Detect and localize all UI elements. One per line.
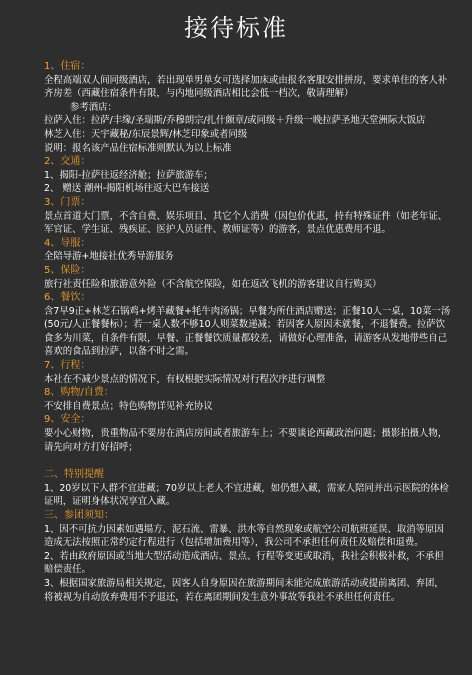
section-heading: 5、保险：	[44, 264, 91, 276]
section-line: 3、根据国家旅游局相关规定，因客人自身原因在旅游期间未能完成旅游活动或提前离团、弃团，将被视为自动放弃费用不予退还，若在离团期间发生意外事故等我社不承担任何责任。	[44, 577, 444, 603]
section-heading: 4、导服：	[44, 237, 91, 249]
section-heading: 二、特别提醒	[44, 469, 104, 481]
section-heading: 2、交通：	[44, 156, 91, 168]
section-line: 1、揭阳-拉萨往返经济舱；拉萨旅游车；	[44, 169, 213, 181]
section-line: 说明：报名该产品住宿标准则默认为以上标准	[44, 142, 232, 154]
section-heading: 9、安全：	[44, 414, 91, 426]
section-heading: 8、购物/自费：	[44, 387, 114, 399]
section-line: 2、若由政府原因或当地大型活动造成酒店、景点、行程等变更或取消，我社会积极补救，不承担赔偿责任。	[44, 550, 444, 576]
section-heading: 6、餐饮：	[44, 292, 91, 304]
section-spacer	[44, 454, 452, 468]
section-heading: 7、行程：	[44, 360, 91, 372]
section-block	[44, 237, 452, 264]
section-line: 拉萨入住：拉萨/丰缘/圣瑞斯/乔穆朗宗/扎什颇章/或同级＋升级一晚拉萨圣地天堂洲际大饭店	[44, 115, 426, 127]
section-block	[44, 60, 452, 155]
section-block	[44, 386, 452, 413]
section-line: 全程高端双人间同级酒店，若出现单男单女可选择加床或由报名客服安排拼房，要求单住的客人补齐房差（西藏住宿条件有限，与内地同级酒店相比会低一档次，敬请理解）	[44, 74, 448, 100]
section-line: 不安排自费景点；特色购物详见补充协议	[44, 400, 213, 412]
section-block	[44, 264, 452, 291]
section-block	[44, 509, 452, 604]
notices-list	[44, 468, 452, 604]
section-block	[44, 196, 452, 237]
section-block	[44, 468, 452, 509]
reception-standards-list	[44, 60, 452, 454]
section-line: 1、20岁以下人群不宜进藏；70岁以上老人不宜进藏，如仍想入藏，需家人陪同并出示医院的体检证明，证明身体状况享宜入藏。	[44, 482, 449, 508]
section-block	[44, 291, 452, 359]
section-line: 本社在不减少景点的情况下，有权根据实际情况对行程次序进行调整	[44, 373, 326, 385]
section-heading: 3、门票：	[44, 196, 91, 208]
section-line: 景点首道大门票，不含自费、娱乐项目、其它个人消费（因包价优惠，持有特殊证件（如老年证、军官证、学生证、残疾证、医护人员证件、教师证等）的游客，景点优惠费用不退。	[44, 210, 448, 236]
section-line: 林芝入住：天宇藏秘/东辰景辉/林芝印象或者同级	[44, 128, 248, 140]
section-heading: 三、参团须知：	[44, 510, 114, 521]
section-line: 旅行社责任险和旅游意外险（不含航空保险，如在返改飞机的游客建议自行购买）	[44, 278, 382, 290]
page-title: 接待标准	[184, 14, 288, 42]
section-block	[44, 155, 452, 196]
section-block	[44, 359, 452, 386]
section-block	[44, 413, 452, 454]
section-heading: 1、住宿：	[44, 61, 91, 72]
section-line: 要小心财物，贵重物品不要房在酒店房间或者旅游车上；不要谈论西藏政治问题；摄影拍摄人物，请先向对方打好招呼；	[44, 428, 448, 453]
section-line: 全陪导游+地接社优秀导游服务	[44, 251, 174, 263]
section-line: 参考酒店：	[70, 101, 117, 113]
section-line: 1、因不可抗力因素如遇塌方、泥石流、雷暴、洪水等自然现象或航空公司航班延误、取消等原因造成无法按照正常约定行程进行（包括增加费用等），我公司不承担任何责任及赔偿和退费。	[44, 523, 444, 549]
section-line: 含7早9正+林芝石锅鸡+烤羊藏餐+牦牛肉汤锅；早餐为所住酒店赠送；正餐10人一桌，10菜一汤(50元/人正餐餐标）；若一桌人数不够10人则菜数递减；若因客人原因未就餐，不退餐费。拉萨饮食多为川菜，自条件有限，早餐、正餐餐饮质量都较差，请做好心理准备，请游客从发地带些自己喜欢的食品到拉萨，以备不时之需。	[44, 305, 451, 358]
section-line: 2、 赠送 潮州-揭阳机场往返大巴车接送	[44, 183, 210, 195]
